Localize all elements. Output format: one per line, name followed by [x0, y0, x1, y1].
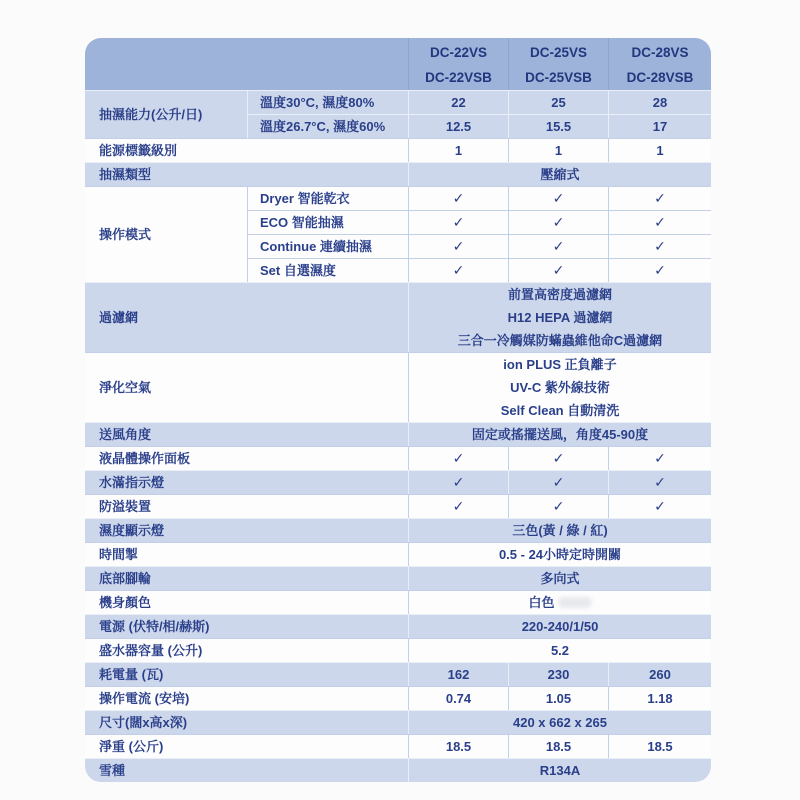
cell-value-span [408, 352, 711, 422]
row-tank-capacity [85, 638, 711, 662]
cell-value: 1.18 [608, 686, 711, 710]
check-icon: ✓ [508, 494, 608, 518]
check-icon: ✓ [408, 258, 508, 282]
filter-line: 三合一冷觸媒防蟎蟲維他命C過濾網 [457, 333, 663, 348]
row-dimensions [85, 710, 711, 734]
row-label: 時間掣 [85, 542, 408, 566]
row-label: 尺寸(闊x高x深) [85, 710, 408, 734]
cell-value-span: 壓縮式 [408, 162, 711, 186]
row-label: 操作模式 [85, 186, 247, 282]
row-air-purify [85, 352, 711, 422]
cell-value-span: R134A [408, 758, 711, 782]
check-icon: ✓ [608, 446, 711, 470]
model-name: DC-25VSB [525, 69, 592, 85]
check-icon: ✓ [608, 210, 711, 234]
cell-value-span [408, 590, 711, 614]
check-icon: ✓ [508, 258, 608, 282]
cell-value-span: 220-240/1/50 [408, 614, 711, 638]
cell-value: 1 [508, 138, 608, 162]
check-icon: ✓ [608, 186, 711, 210]
model-header-dc22 [408, 38, 508, 90]
spec-comparison-table [85, 38, 711, 782]
row-casters [85, 566, 711, 590]
row-label: 操作電流 (安培) [85, 686, 408, 710]
row-label: 過濾網 [85, 282, 408, 352]
row-label: 能源標籤級別 [85, 138, 408, 162]
cell-value: 230 [508, 662, 608, 686]
model-header-dc25 [508, 38, 608, 90]
row-water-full-indicator [85, 470, 711, 494]
row-label: 濕度顯示燈 [85, 518, 408, 542]
faded-smudge [558, 597, 592, 608]
purify-line: UV-C 紫外線技術 [510, 380, 610, 395]
filter-line: 前置高密度過濾網 [507, 287, 612, 302]
row-timer [85, 542, 711, 566]
row-sublabel: Continue 連續抽濕 [247, 234, 408, 258]
cell-value: 25 [508, 90, 608, 114]
header-row [85, 38, 711, 90]
check-icon: ✓ [608, 470, 711, 494]
check-icon: ✓ [408, 210, 508, 234]
purify-line: ion PLUS 正負離子 [503, 357, 617, 372]
row-label: 淨重 (公斤) [85, 734, 408, 758]
row-label: 電源 (伏特/相/赫斯) [85, 614, 408, 638]
cell-value: 1 [408, 138, 508, 162]
row-filters [85, 282, 711, 352]
cell-value-span: 5.2 [408, 638, 711, 662]
row-dehumid-type [85, 162, 711, 186]
check-icon: ✓ [508, 446, 608, 470]
row-refrigerant [85, 758, 711, 782]
cell-value: 1.05 [508, 686, 608, 710]
cell-value: 162 [408, 662, 508, 686]
check-icon: ✓ [508, 210, 608, 234]
row-label: 水滿指示燈 [85, 470, 408, 494]
cell-value-span: 420 x 662 x 265 [408, 710, 711, 734]
cell-value: 0.74 [408, 686, 508, 710]
row-label: 液晶體操作面板 [85, 446, 408, 470]
row-power-supply [85, 614, 711, 638]
spec-table [85, 38, 711, 782]
model-name: DC-28VS [631, 44, 689, 60]
cell-value-span: 多向式 [408, 566, 711, 590]
row-label: 送風角度 [85, 422, 408, 446]
filter-line: H12 HEPA 過濾網 [507, 310, 613, 325]
cell-value: 22 [408, 90, 508, 114]
cell-value: 17 [608, 114, 711, 138]
cell-value-span: 固定或搖擺送風，角度45-90度 [408, 422, 711, 446]
model-name: DC-25VS [529, 44, 588, 60]
header-corner [85, 38, 408, 90]
purify-line: Self Clean 自動清洗 [500, 403, 620, 418]
row-label: 雪種 [85, 758, 408, 782]
model-name: DC-22VSB [425, 69, 492, 85]
row-sublabel: 溫度30°C, 濕度80% [247, 90, 408, 114]
body-color-value: 白色 [528, 595, 555, 610]
cell-value: 18.5 [608, 734, 711, 758]
cell-value: 28 [608, 90, 711, 114]
row-capacity-1 [85, 90, 711, 114]
cell-value-span [408, 282, 711, 352]
cell-value: 260 [608, 662, 711, 686]
model-header-dc28 [608, 38, 711, 90]
row-operating-current [85, 686, 711, 710]
row-label: 機身顏色 [85, 590, 408, 614]
row-sublabel: Set 自選濕度 [247, 258, 408, 282]
row-power-consumption [85, 662, 711, 686]
row-mode-dryer [85, 186, 711, 210]
cell-value: 12.5 [408, 114, 508, 138]
cell-value-span: 三色(黃 / 綠 / 紅) [408, 518, 711, 542]
row-label: 淨化空氣 [85, 352, 408, 422]
check-icon: ✓ [608, 234, 711, 258]
row-label: 底部腳輪 [85, 566, 408, 590]
cell-value: 15.5 [508, 114, 608, 138]
check-icon: ✓ [408, 234, 508, 258]
row-label: 防溢裝置 [85, 494, 408, 518]
model-name: DC-22VS [429, 44, 488, 60]
cell-value-span: 0.5 - 24小時定時開關 [408, 542, 711, 566]
model-name: DC-28VSB [626, 69, 694, 85]
row-sublabel: Dryer 智能乾衣 [247, 186, 408, 210]
row-net-weight [85, 734, 711, 758]
row-label: 耗電量 (瓦) [85, 662, 408, 686]
check-icon: ✓ [408, 186, 508, 210]
check-icon: ✓ [408, 470, 508, 494]
row-humidity-indicator [85, 518, 711, 542]
check-icon: ✓ [508, 234, 608, 258]
row-sublabel: 溫度26.7°C, 濕度60% [247, 114, 408, 138]
check-icon: ✓ [508, 470, 608, 494]
row-overflow-protection [85, 494, 711, 518]
check-icon: ✓ [608, 494, 711, 518]
row-body-color [85, 590, 711, 614]
row-lcd-panel [85, 446, 711, 470]
row-airflow-angle [85, 422, 711, 446]
check-icon: ✓ [508, 186, 608, 210]
check-icon: ✓ [408, 494, 508, 518]
row-label: 抽濕類型 [85, 162, 408, 186]
cell-value: 18.5 [508, 734, 608, 758]
check-icon: ✓ [608, 258, 711, 282]
cell-value: 1 [608, 138, 711, 162]
row-label: 抽濕能力(公升/日) [85, 90, 247, 138]
check-icon: ✓ [408, 446, 508, 470]
row-label: 盛水器容量 (公升) [85, 638, 408, 662]
cell-value: 18.5 [408, 734, 508, 758]
row-sublabel: ECO 智能抽濕 [247, 210, 408, 234]
row-energy-label [85, 138, 711, 162]
